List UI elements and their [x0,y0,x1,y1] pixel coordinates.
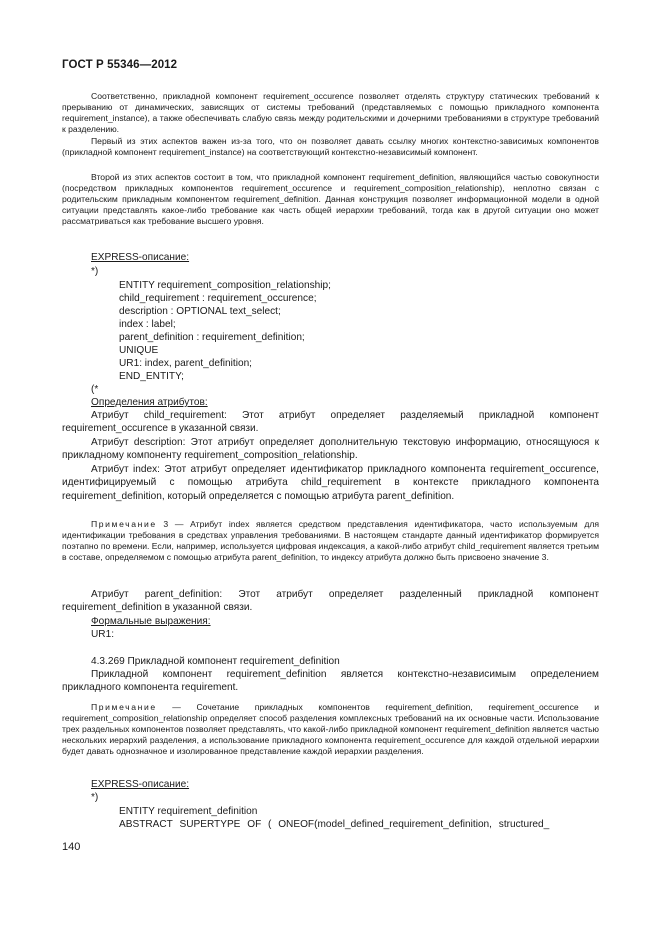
express-line: ENTITY requirement_composition_relationship; [119,280,331,291]
document-header: ГОСТ Р 55346—2012 [62,59,178,71]
attribute-description: Атрибут description: Этот атрибут определяет дополнительную текстовую информацию, относящуюся к прикладному компоненту requirement_composition_relationship. [62,437,599,462]
intro-paragraph-1: Соответственно, прикладной компонент requirement_occurence позволяет отделять структуру статических требований к прерыванию от динамических, зависящих от системы требований (представляемых с помощью прикладного компонента requirement_instance), а также обеспечивать слабую связь между родительскими и дочерними требованиями в структуре требований к разделению. [62,91,599,135]
section-note-label: Примечание [91,702,157,712]
express-open-1: *) [91,266,99,277]
section-note-text: — Сочетание прикладных компонентов requirement_definition, requirement_occurence и requirement_composition_relationship определяет способ разделения комплексных требований на их основные части. Использование трех раздельных компонентов позволяет представлять, что какой-либо прикладной компонент requirement_definition является частью нескольких иерархий разделения, а использование прикладного компонента requirement_occurence для каждой отдельной иерархии будет давать однозначное и изолированное представление каждой иерархии разделения. [62,702,599,757]
section-paragraph: Прикладной компонент requirement_definition является контекстно-независимым определением прикладного компонента requirement. [62,669,599,694]
express-line: index : label; [119,319,176,330]
express-line: UR1: index, parent_definition; [119,358,252,369]
express-line: END_ENTITY; [119,371,184,382]
section-title: 4.3.269 Прикладной компонент requirement_definition [91,656,340,667]
express-heading-2: EXPRESS-описание: [91,779,190,790]
express-close-1: (* [91,384,99,395]
express-line: parent_definition : requirement_definition; [119,332,305,343]
express-line: ABSTRACT SUPERTYPE OF ( ONEOF(model_defined_requirement_definition, structured_ [119,819,550,830]
express-line: child_requirement : requirement_occurence; [119,293,317,304]
attributes-heading: Определения атрибутов: [91,397,208,408]
attribute-parent-definition: Атрибут parent_definition: Этот атрибут определяет разделенный прикладной компонент requirement_definition в указанной связи. [62,589,599,614]
express-open-2: *) [91,792,99,803]
formal-ur1: UR1: [91,629,114,640]
express-heading-1: EXPRESS-описание: [91,252,190,263]
section-note [62,702,599,757]
note-3-label: Примечание [91,519,157,529]
intro-paragraph-3: Второй из этих аспектов состоит в том, что прикладной компонент requirement_definition, являющийся частью совокупности (посредством прикладных компонентов requirement_occurence и requirement_composition_relationship), неплотно связан с родительским прикладным компонентом requirement_definition. Данная конструкция позволяет информационной модели в одной ситуации представлять какое-либо требование как часть общей иерархии требований, тогда как в другой ситуации оно может рассматриваться как требование высшего уровня. [62,172,599,227]
express-line: UNIQUE [119,345,159,356]
intro-paragraph-2: Первый из этих аспектов важен из-за того, что он позволяет давать ссылку многих контекстно-зависимых компонентов (прикладной компонент requirement_instance) на соответствующий контекстно-независимый компонент. [62,136,599,158]
formal-expressions-heading: Формальные выражения: [91,616,211,627]
express-line: ENTITY requirement_definition [119,806,258,817]
attribute-index: Атрибут index: Этот атрибут определяет идентификатор прикладного компонента requirement_occurence, идентифицируемый с помощью атрибута child_requirement в контексте прикладного компонента requirement_definition, который определяется с помощью атрибута parent_definition. [62,464,599,502]
note-3 [62,519,599,563]
page-number: 140 [62,841,81,853]
attribute-child-requirement: Атрибут child_requirement: Этот атрибут определяет разделяемый прикладной компонент requirement_occurence в указанной связи. [62,410,599,435]
note-3-text: 3 — Атрибут index является средством представления идентификатора, часто используемым для идентификации требования в средствах управления требованиями. В настоящем стандарте данный идентификатор формируется поэтапно по времени. Если, например, используется цифровая индексация, а какой-либо атрибут child_requirement является третьим в составе, определяемом с помощью атрибута parent_definition, то индексу атрибута должно быть присвоено значение 3. [62,519,599,563]
express-line: description : OPTIONAL text_select; [119,306,281,317]
